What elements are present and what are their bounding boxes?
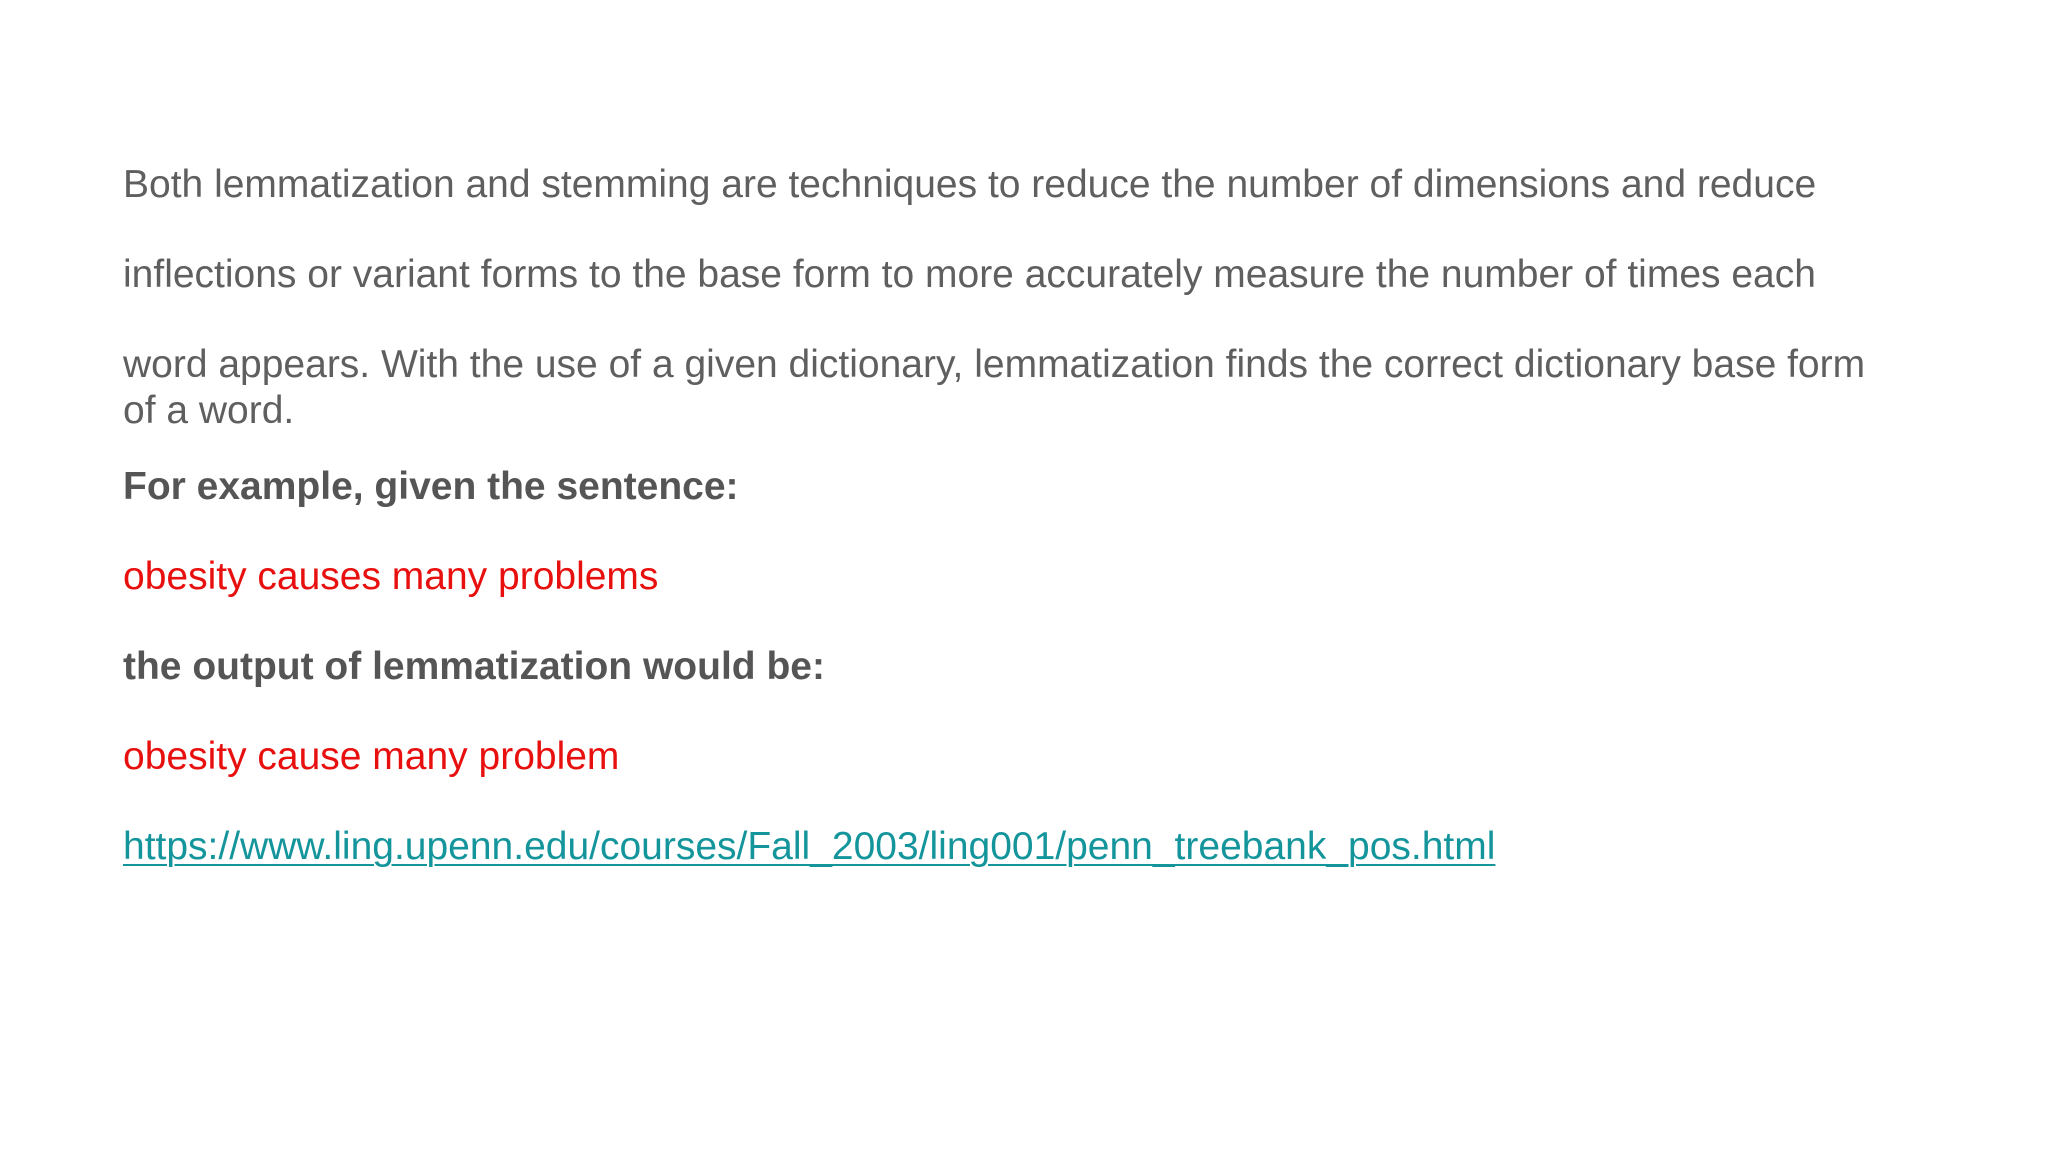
paragraph-line-3: word appears. With the use of a given dictionary, lemmatization finds the correct dictionary base form	[123, 343, 1866, 386]
output-intro: the output of lemmatization would be:	[123, 645, 825, 688]
paragraph-line-4: of a word.	[123, 389, 295, 432]
reference-link-line	[123, 802, 1953, 892]
slide-content	[123, 140, 1953, 892]
example-sentence: obesity causes many problems	[123, 555, 659, 598]
explanation-paragraph	[123, 140, 1953, 438]
output-sentence: obesity cause many problem	[123, 735, 620, 778]
reference-link[interactable]: https://www.ling.upenn.edu/courses/Fall_2003/ling001/penn_treebank_pos.html	[123, 825, 1496, 868]
paragraph-line-1: Both lemmatization and stemming are techniques to reduce the number of dimensions and reduce	[123, 163, 1817, 206]
paragraph-line-2: inflections or variant forms to the base form to more accurately measure the number of times each	[123, 253, 1816, 296]
example-intro: For example, given the sentence:	[123, 465, 739, 508]
